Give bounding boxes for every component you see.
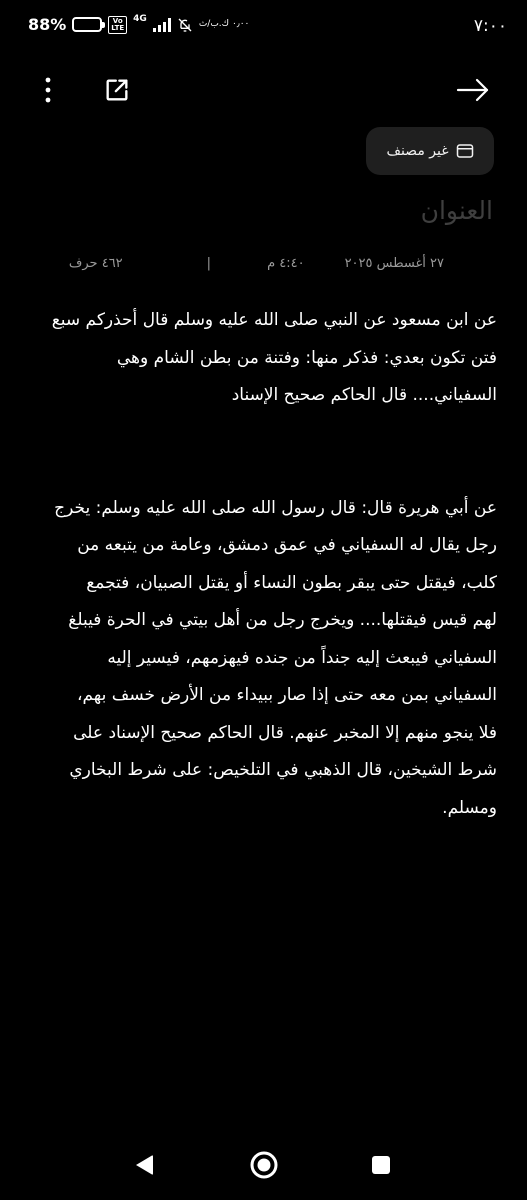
open-external-icon [103,76,131,104]
status-bar [0,0,527,58]
export-button[interactable] [97,70,137,110]
note-body[interactable] [25,302,497,902]
text-line: رجل يقال له السفياني في عمق دمشق، وعامة من يتبعه من [77,535,497,555]
text-line: السفياني بمن معه حتى إذا صار ببيداء من الأرض خسف بهم، [77,685,497,705]
data-speed: ٠٫٠٠ ك.ب/ث [198,19,250,29]
battery-icon [72,17,102,32]
note-time: ٤:٤٠ م [267,256,305,271]
note-title-input[interactable]: العنوان [420,196,493,225]
nav-home-button[interactable] [247,1148,281,1182]
paragraph [25,490,497,828]
more-options-button[interactable] [28,70,68,110]
more-vertical-icon [44,77,52,103]
paragraph [25,302,497,415]
char-count: ٤٦٢ حرف [68,256,123,271]
text-line: ومسلم. [442,797,497,818]
text-line: كلب، فيقتل حتى يبقر بطون النساء أو يقتل الصبيان، فتجمع [86,572,497,593]
text-line: لهم قيس فيقتلها.... ويخرج رجل من أهل بيتي في الحرة فيبلغ [68,610,497,630]
note-toolbar [0,62,527,116]
back-button[interactable] [453,70,493,110]
text-line: فلا ينجو منهم إلا المخبر عنهم. قال الحاكم صحيح الإسناد على [73,722,497,743]
text-line: عن ابن مسعود عن النبي صلى الله عليه وسلم قال أحذركم سبع [51,310,497,330]
back-triangle-icon [133,1153,155,1177]
text-line: فتن تكون بعدي: فذكر منها: وفتنة من بطن الشام وهي [116,347,497,368]
status-indicators [28,15,249,34]
text-line: شرط الشيخين، قال الذهبي في التلخيص: على شرط البخاري [69,760,497,780]
meta-separator: | [206,256,212,271]
text-line: السفياني.... قال الحاكم صحيح الإسناد [231,385,497,405]
arrow-right-icon [456,78,490,102]
battery-percent: 88% [28,15,67,34]
volte-icon: Vo LTE [108,16,127,34]
signal-icon [153,18,171,32]
home-circle-icon [249,1150,279,1180]
nav-recents-button[interactable] [364,1148,398,1182]
note-meta [69,256,444,271]
bell-off-icon [177,17,193,33]
system-nav-bar [0,1134,527,1200]
note-date: ٢٧ أغسطس ٢٠٢٥ [344,256,444,271]
status-time: ٧:٠٠ [473,16,507,36]
text-line: عن أبي هريرة قال: قال رسول الله صلى الله عليه وسلم: يخرج [54,497,497,518]
nav-back-button[interactable] [127,1148,161,1182]
text-line: السفياني فيبعث إليه جنداً من جنده فيهزمهم، فيسير إليه [107,647,497,668]
folder-icon [456,143,474,159]
recents-square-icon [370,1154,392,1176]
category-chip[interactable] [366,127,494,175]
category-label: غير مصنف [386,143,449,159]
network-type: 4G [133,14,147,24]
